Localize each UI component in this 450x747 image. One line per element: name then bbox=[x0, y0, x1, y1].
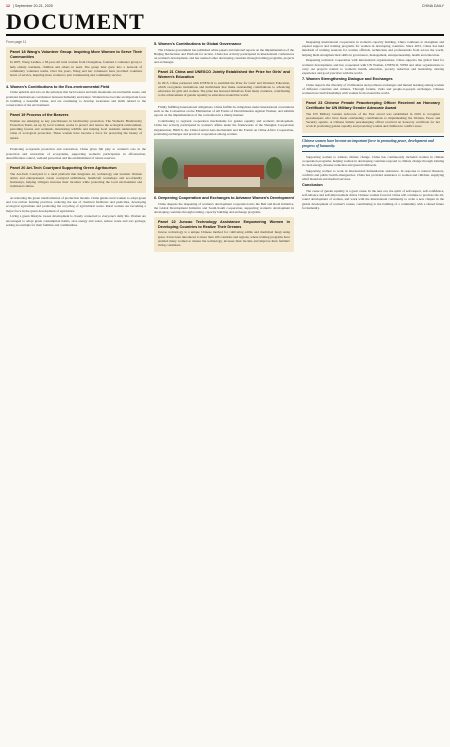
page-number: 12 bbox=[6, 4, 10, 8]
paragraph: Living a green lifestyle. Green development is closely connected to everyone's daily life. Women are encouraged to adopt green consumption habits, save energy and water, reduce waste and sort garbage, setting an example for their families and communities. bbox=[6, 214, 146, 227]
panel-body: Juncao technology is a unique Chinese method for cultivating edible and medicinal fungi using grass. It has been introduced to more than 100 countries and regions, where training programs have enabled many women to master the technology, increase their income and improve their families' living conditions. bbox=[158, 230, 290, 248]
section-heading: 5. Women's Contributions to Global Governance bbox=[154, 42, 242, 46]
paragraph: Contributing to regional cooperation mechanisms for gender equality and women's development. China has actively participated in women's affairs under the frameworks of the Shanghai Cooperation Organization, BRICS, the China-Central Asia mechanism and the Forum on China-Africa Cooperation, promoting exchanges and practical cooperation among women. bbox=[154, 119, 294, 136]
panel-body: The UN Military Gender Advocate of the Year award was established in 2016 to recognize peacekeepers who have made outstanding contributions to implementing the Women, Peace and Security agenda. A Chinese female peacekeeping officer received an honorary certificate for her work in promoting gender equality and protecting women and children in conflict areas. bbox=[306, 111, 440, 129]
masthead-rule bbox=[6, 34, 444, 36]
panel-title: Panel 20 Art-Tech Courtyard Supporting Green Agritourism bbox=[10, 166, 117, 171]
photo-tree bbox=[162, 157, 178, 179]
section-heading: 6. Deepening Cooperation and Exchanges to Advance Women's Development bbox=[154, 196, 294, 201]
paragraph: China deepens the deepening of women's development cooperation into the Belt and Road Initiative, the Global Development Initiative and South-South cooperation, supporting women's development in developing countries through training, capacity building and exchange programs. bbox=[154, 201, 294, 215]
paper-name: CHINA DAILY bbox=[421, 4, 444, 8]
paragraph: Firmly fulfilling international obligations. China fulfills its obligations under international conventions such as the Convention on the Elimination of All Forms of Discrimination Against Women, and submits reports on the implementation of the convention in a timely manner. bbox=[154, 105, 294, 118]
panel-body: In 2007, Wang Lanhua, a 58-year-old rural woman from Changzhou, founded a volunteer group to help elderly residents, children and others in need. The group later grew into a network of community volunteer teams. Over the years, Wang and her volunteers have provided countless hours of service, inspiring more women to join volunteering and community service. bbox=[10, 60, 142, 77]
paragraph: Deepening international cooperation in women's capacity building. China continues to strengthen and expand support and training programs for women in developing countries. Since 2015, China has held hundreds of training sessions for women officials, technicians and professionals from across the world, helping them strengthen their skills in governance, management, entrepreneurship, health and education. bbox=[302, 40, 444, 57]
paragraph: Supporting women to work in international humanitarian assistance. In response to natural disasters, conflicts and public health emergencies, China has provided assistance to women and children, supplying relief materials and medical services. bbox=[302, 168, 444, 182]
photo-ground bbox=[154, 187, 294, 193]
photo-tree bbox=[266, 157, 282, 179]
panel-beavers bbox=[6, 110, 146, 144]
panel-title: Panel 18 Wang's Volunteer Group: Inspiring More Women to Serve Their Communities bbox=[10, 50, 142, 59]
paragraph: The Chinese government has published white papers and national reports on the implementation of the Beijing Declaration and Platform for Action. China has actively participated in international conferences on women's development, and has assisted other developing countries through training programs, projects and exchanges. bbox=[154, 47, 294, 65]
panel-body: Women are emerging as key practitioners in biodiversity protection. The Women's Biodiversity Protection Team, set up by local women, works to protect and restore the ecological environment, patrolling forests and wetlands, monitoring wildlife and helping local residents understand the value of ecological protection. These women have become a force for protecting the beauty of nature. bbox=[10, 118, 142, 140]
section-heading: 4. Women's Contributions to the Eco-environmental Field bbox=[6, 84, 110, 89]
paragraph: The cause of gender equality is a great cause. In the new era, the spirit of self-respect, self-confidence, self-reliance and self-improvement drives Chinese women forward. China will continue to promote the all-round development of women, and work with the international community to write a new chapter in the global development of women's causes, contributing to the building of a community with a shared future for humanity. bbox=[302, 189, 444, 210]
continued-from: From page 11 bbox=[6, 40, 27, 44]
section-heading: 7. Women Strengthening Dialogue and Exchanges bbox=[302, 77, 393, 82]
paragraph: Supporting women to address climate change. China has continuously included women in climate cooperation programs, helping women in developing countries respond to climate change through training in clean energy, disaster reduction and green livelihoods. bbox=[302, 154, 444, 168]
masthead bbox=[6, 4, 444, 34]
paragraph: Accelerating the green transformation of production models. China guides rural women to adopt green and low-carbon farming practices, reducing the use of chemical fertilizers and pesticides, developing ecological agriculture and promoting the recycling of agricultural waste. Rural women are becoming a major force in the green development of agriculture. bbox=[6, 196, 146, 213]
panel-title: Panel 21 China and UNESCO Jointly Established the Prize for Girls' and Women's Education bbox=[158, 70, 290, 79]
pull-quote: Chinese women have become an important force in promoting peace, development and progress of humanity. bbox=[302, 136, 444, 152]
column-2 bbox=[154, 40, 294, 740]
news-photo bbox=[154, 139, 294, 193]
issue-info bbox=[6, 4, 53, 8]
panel-body: In 2015, China partnered with UNESCO to establish the Prize for Girls' and Women's Education, which recognizes institutions and individuals that make outstanding contributions to advancing education for girls and women. The prize has honored initiatives from many countries, contributing to the achievement of gender equality in education around the world. bbox=[158, 80, 290, 98]
panel-peacekeeper bbox=[302, 98, 444, 133]
paragraph: China respects the diversity of civilizations and promotes exchanges and mutual learning among women of different countries and cultures. Through forums, visits and people-to-people exchanges, Chinese women have built friendships with women from around the world. bbox=[302, 82, 444, 96]
masthead-top-line bbox=[6, 4, 444, 8]
panel-title: Panel 19 Process of the Beavers bbox=[10, 113, 69, 118]
issue-date: | September 20-21, 2025 bbox=[13, 4, 53, 8]
paragraph: China upholds and acts on the principle that lucid waters and lush mountains are invaluable assets, and promotes harmonious coexistence between humanity and nature. Women have become an important force in building a beautiful China, and are continuing to develop awareness and skills related to the conservation of the environment. bbox=[6, 90, 146, 107]
section-title: DOCUMENT bbox=[6, 9, 145, 34]
panel-wang-volunteer bbox=[6, 47, 146, 82]
column-1 bbox=[6, 40, 146, 740]
panel-juncao bbox=[154, 217, 294, 252]
conclusion-heading: Conclusion bbox=[302, 183, 323, 188]
panel-title: Panel 22 Juncao Technology Assistance Empowering Women in Developing Countries to Realize Their Dreams bbox=[158, 220, 290, 229]
panel-art-tech bbox=[6, 163, 146, 193]
paragraph: Deepening technical cooperation with international organizations. China supports the global fund for women's development, and has cooperated with UN Women, UNESCO, WHO and other organizations to carry out projects related to women's health, education, poverty reduction and leadership, sharing experience and good practices with the world. bbox=[302, 58, 444, 76]
panel-title: Panel 23 Chinese Female Peacekeeping Officer Received an Honorary Certificate for UN Military Gender Advocate Award bbox=[306, 101, 440, 111]
column-3 bbox=[302, 40, 444, 740]
panel-body: The Art-Tech Courtyard is a rural platform that integrates art, technology and tourism. Women artists and entrepreneurs create courtyard exhibitions, handicraft workshops and eco-friendly homestays, helping villagers increase their incomes while protecting the local environment and traditional culture. bbox=[10, 171, 142, 189]
paragraph: Promoting ecosystem protection and restoration. China gives full play to women's role in the protection and restoration of ecosystems, supporting women's participation in afforestation, desertification control, wetland protection and the establishment of nature reserves. bbox=[6, 147, 146, 160]
panel-unesco-prize bbox=[154, 67, 294, 102]
